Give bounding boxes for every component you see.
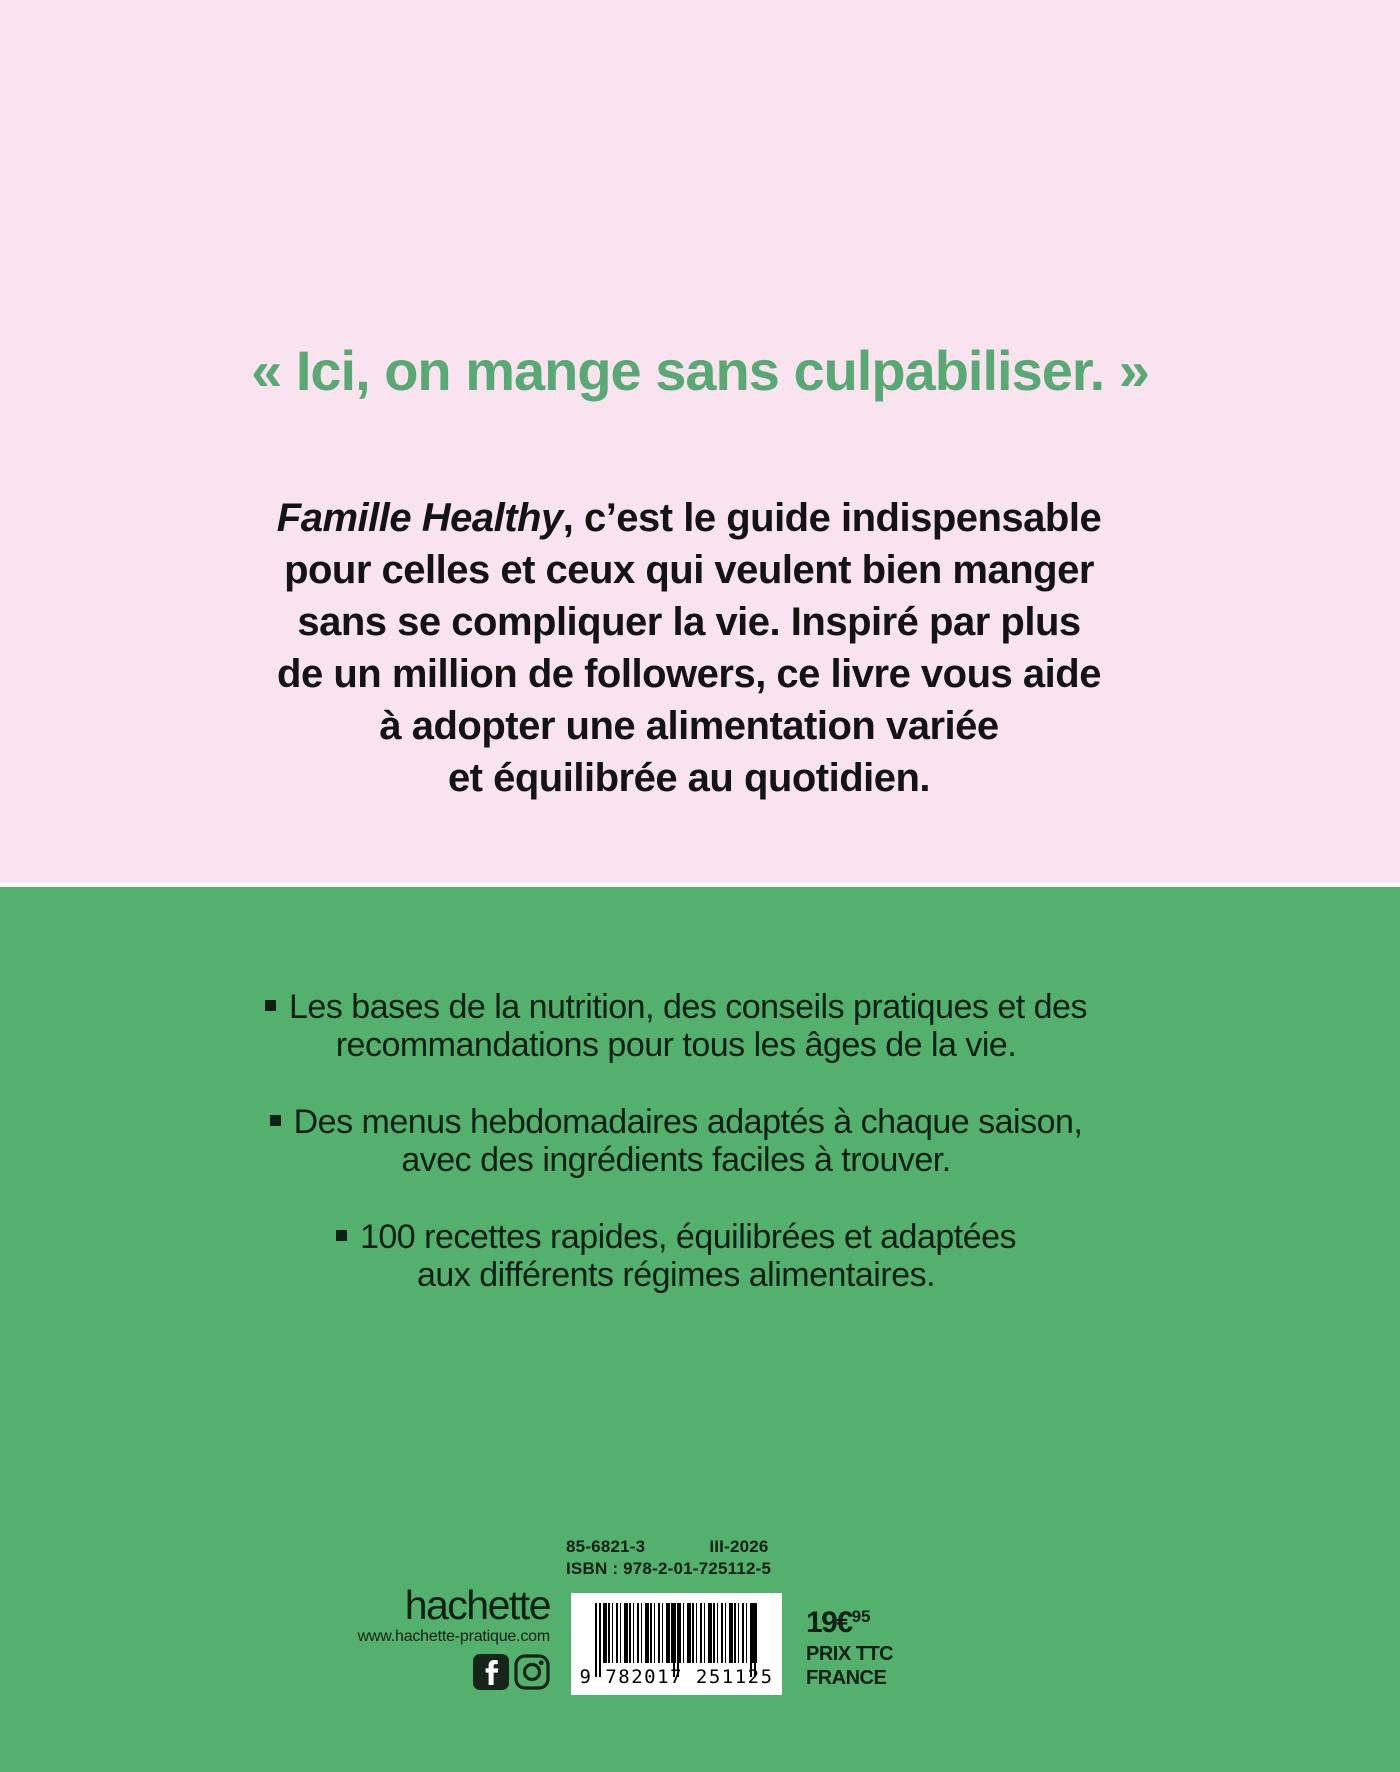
intro-line: à adopter une alimentation variée bbox=[379, 704, 999, 748]
bullet-text: Les bases de la nutrition, des conseils pratiques et des bbox=[289, 988, 1087, 1026]
barcode-digits: 9 782017 251125 bbox=[579, 1666, 774, 1688]
price-euros: 19€ bbox=[806, 1606, 852, 1639]
social-icons-row bbox=[358, 1654, 550, 1690]
print-code-row bbox=[566, 1536, 771, 1558]
bullet-text: recommandations pour tous les âges de la vie. bbox=[335, 1026, 1017, 1064]
headline-quote: « Ici, on mange sans culpabiliser. » bbox=[251, 339, 1149, 402]
hachette-logo: hachette bbox=[404, 1582, 550, 1628]
isbn-line: ISBN : 978-2-01-725112-5 bbox=[566, 1559, 772, 1578]
bullet-text: aux différents régimes alimentaires. bbox=[416, 1256, 936, 1294]
bullet-text: Des menus hebdomadaires adaptés à chaque saison, bbox=[293, 1103, 1083, 1141]
bullet-line bbox=[270, 1103, 1083, 1141]
intro-line: de un million de followers, ce livre vous aide bbox=[277, 652, 1101, 696]
section-divider bbox=[0, 882, 1400, 887]
instagram-icon bbox=[514, 1654, 550, 1690]
intro-paragraph bbox=[0, 492, 1378, 804]
bullet-line bbox=[265, 988, 1087, 1026]
price-country-line: FRANCE bbox=[806, 1667, 887, 1689]
square-bullet-icon bbox=[336, 1230, 347, 1241]
price-amount bbox=[806, 1606, 893, 1641]
list-item bbox=[0, 1218, 1352, 1294]
bullet-text: avec des ingrédients faciles à trouver. bbox=[401, 1141, 951, 1179]
intro-line bbox=[0, 492, 1378, 544]
facebook-icon bbox=[473, 1654, 509, 1690]
square-bullet-icon bbox=[265, 1000, 276, 1011]
print-codes bbox=[566, 1536, 771, 1580]
print-date-code: III-2026 bbox=[709, 1537, 769, 1556]
publisher-website: www.hachette-pratique.com bbox=[357, 1628, 550, 1645]
reference-code: 85-6821-3 bbox=[566, 1537, 646, 1556]
intro-lead-rest: , c’est le guide indispensable bbox=[562, 496, 1102, 540]
price-block bbox=[806, 1606, 894, 1689]
book-title-italic: Famille Healthy bbox=[276, 496, 563, 540]
list-item bbox=[0, 1103, 1352, 1179]
bullet-line bbox=[336, 1218, 1016, 1256]
price-cents: 95 bbox=[851, 1607, 871, 1626]
intro-line: sans se compliquer la vie. Inspiré par plus bbox=[297, 600, 1081, 644]
feature-list bbox=[0, 988, 1352, 1333]
bullet-text: 100 recettes rapides, équilibrées et adaptées bbox=[359, 1218, 1017, 1256]
list-item bbox=[0, 988, 1352, 1064]
ean-barcode bbox=[571, 1593, 782, 1695]
intro-line: et équilibrée au quotidien. bbox=[447, 756, 931, 800]
square-bullet-icon bbox=[270, 1115, 281, 1126]
intro-line: pour celles et ceux qui veulent bien manger bbox=[284, 548, 1094, 592]
publisher-block bbox=[358, 1584, 550, 1690]
price-tax-line: PRIX TTC bbox=[806, 1643, 894, 1665]
